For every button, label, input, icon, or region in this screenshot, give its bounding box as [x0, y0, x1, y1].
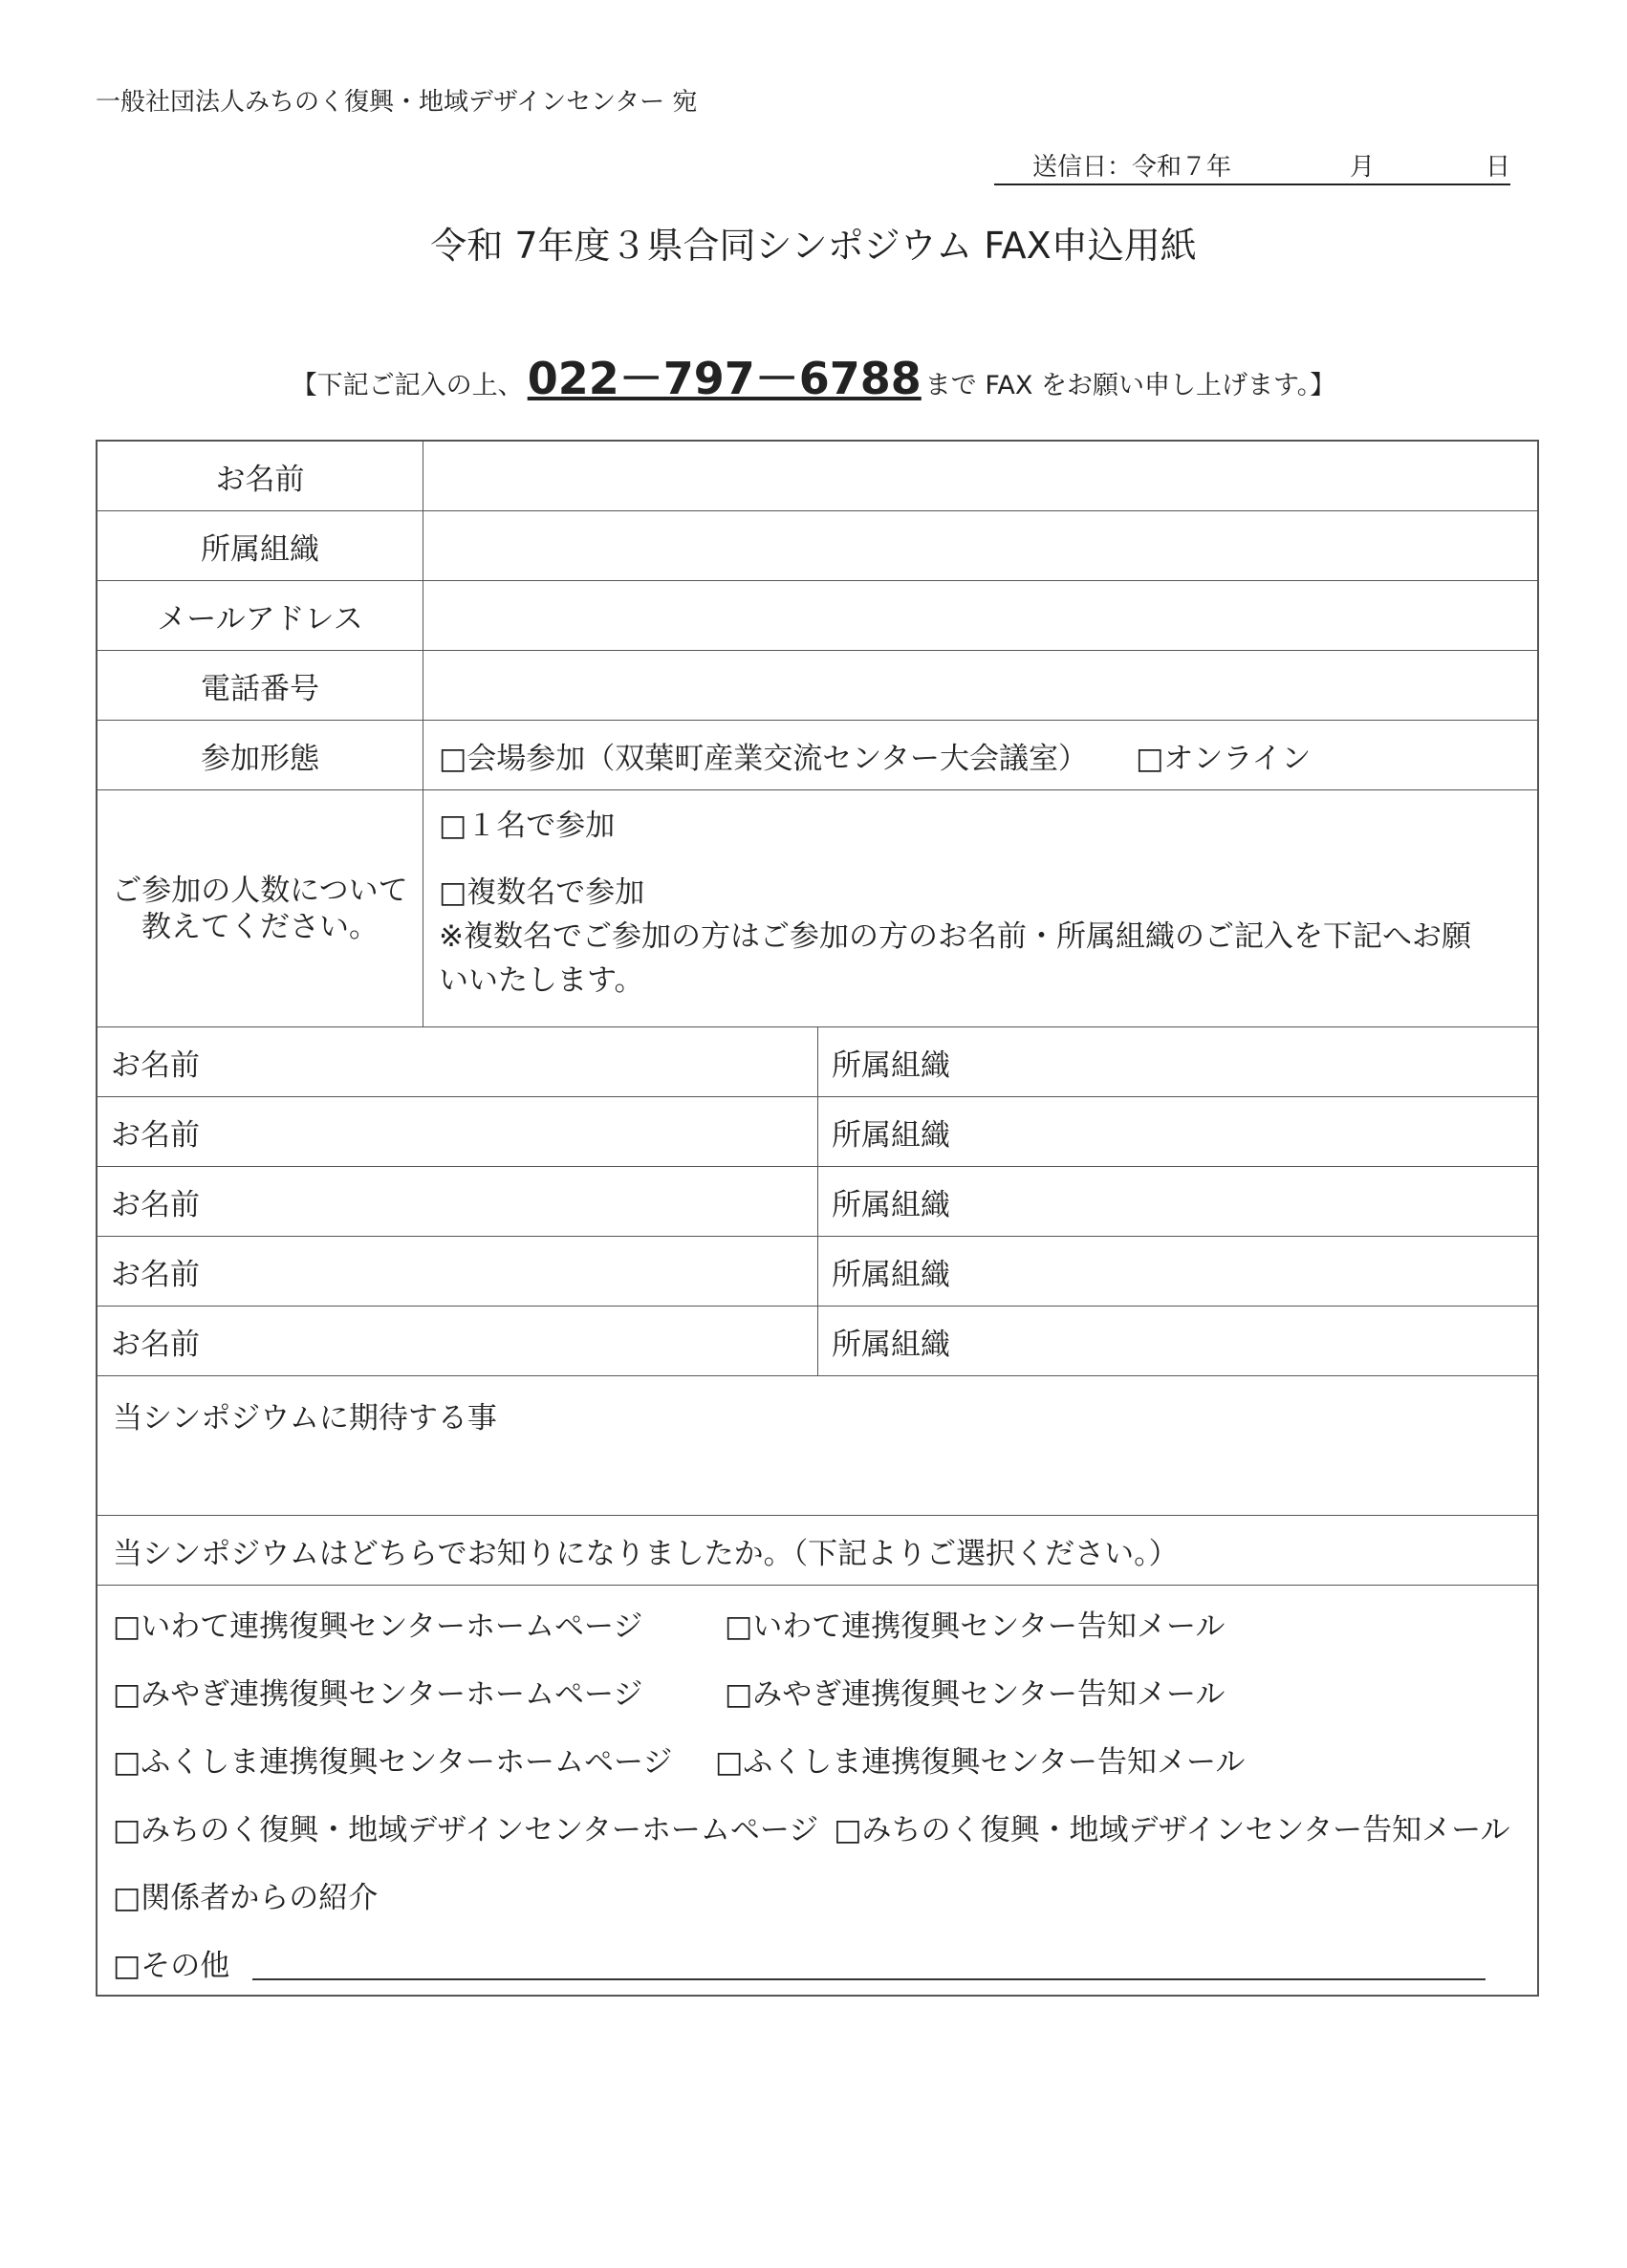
- attendee-row: [98, 1096, 1537, 1166]
- name-label: お名前: [98, 442, 423, 510]
- participation-type-label: 参加形態: [98, 721, 423, 789]
- page-title: 令和 7年度３県合同シンポジウム FAX申込用紙: [430, 225, 1197, 267]
- expectations-row[interactable]: [98, 1375, 1537, 1515]
- phone-row: [98, 650, 1537, 720]
- attendee-count-label-line2: 教えてください。: [141, 909, 379, 944]
- miyagi-mail-checkbox[interactable]: □みやぎ連携復興センター告知メール: [725, 1677, 1226, 1712]
- source-question-row: [98, 1515, 1537, 1585]
- organization-label: 所属組織: [98, 511, 423, 580]
- phone-input[interactable]: [423, 651, 1537, 720]
- fax-instruction: [0, 344, 1627, 407]
- email-row: [98, 580, 1537, 650]
- other-input-line[interactable]: [252, 1946, 1486, 1980]
- attendee-row: [98, 1306, 1537, 1375]
- attendee-name-field[interactable]: お名前: [111, 1187, 200, 1222]
- source-question: 当シンポジウムはどちらでお知りになりましたか。（下記よりご選択ください。）: [113, 1536, 1179, 1571]
- multiple-attendee-checkbox[interactable]: □複数名で参加: [439, 875, 645, 910]
- participation-type-options: [423, 721, 1537, 789]
- source-options: [98, 1585, 1537, 1995]
- michinoku-mail-checkbox[interactable]: □みちのく復興・地域デザインセンター告知メール: [834, 1813, 1510, 1847]
- instruction-suffix: まで FAX をお願い申し上げます。】: [924, 371, 1336, 400]
- organization-row: [98, 510, 1537, 580]
- expectations-label: 当シンポジウムに期待する事: [113, 1401, 497, 1436]
- attendee-org-field[interactable]: 所属組織: [817, 1097, 1537, 1166]
- email-input[interactable]: [423, 581, 1537, 650]
- attendee-count-label: [98, 790, 423, 1026]
- month-label: 月: [1350, 153, 1376, 182]
- source-option-row: [113, 1861, 1537, 1929]
- name-input[interactable]: [423, 442, 1537, 510]
- attendee-count-label-line1: ご参加の人数について: [112, 873, 408, 908]
- referral-checkbox[interactable]: □関係者からの紹介: [113, 1881, 379, 1915]
- attendee-org-field[interactable]: 所属組織: [817, 1027, 1537, 1096]
- participation-type-row: [98, 720, 1537, 789]
- attendee-name-field[interactable]: お名前: [111, 1048, 200, 1083]
- online-checkbox[interactable]: □オンライン: [1136, 741, 1312, 776]
- source-option-row: [113, 1929, 1537, 1997]
- attendee-org-field[interactable]: 所属組織: [817, 1307, 1537, 1375]
- attendee-name-field[interactable]: お名前: [111, 1117, 200, 1153]
- attendee-note-line1: ※複数名でご参加の方はご参加の方のお名前・所属組織のご記入を下記へお願: [439, 919, 1471, 954]
- attendee-row: [98, 1026, 1537, 1096]
- other-checkbox[interactable]: □その他: [113, 1949, 230, 1983]
- fukushima-mail-checkbox[interactable]: □ふくしま連携復興センター告知メール: [715, 1745, 1246, 1780]
- attendee-org-field[interactable]: 所属組織: [817, 1167, 1537, 1236]
- sent-date-label: 送信日：令和７年: [1032, 153, 1232, 182]
- attendee-row: [98, 1236, 1537, 1306]
- sent-date-field[interactable]: [994, 145, 1510, 185]
- source-option-row: [113, 1657, 1537, 1725]
- organization-input[interactable]: [423, 511, 1537, 580]
- source-option-row: [113, 1725, 1537, 1793]
- instruction-prefix: 【下記ご記入の上、: [291, 371, 524, 400]
- miyagi-homepage-checkbox[interactable]: □みやぎ連携復興センターホームページ: [113, 1677, 643, 1712]
- iwate-homepage-checkbox[interactable]: □いわて連携復興センターホームページ: [113, 1609, 643, 1644]
- name-row: [98, 442, 1537, 510]
- fukushima-homepage-checkbox[interactable]: □ふくしま連携復興センターホームページ: [113, 1745, 673, 1780]
- attendee-name-field[interactable]: お名前: [111, 1257, 200, 1292]
- attendee-name-field[interactable]: お名前: [111, 1327, 200, 1362]
- venue-checkbox[interactable]: □会場参加（双葉町産業交流センター大会議室）: [439, 741, 1089, 776]
- application-form: [96, 440, 1539, 1997]
- attendee-row: [98, 1166, 1537, 1236]
- source-option-row: [113, 1589, 1537, 1657]
- attendee-note-line2: いいたします。: [439, 963, 644, 998]
- source-option-row: [113, 1793, 1537, 1861]
- michinoku-homepage-checkbox[interactable]: □みちのく復興・地域デザインセンターホームページ: [113, 1813, 819, 1847]
- email-label: メールアドレス: [98, 581, 423, 650]
- recipient-line: 一般社団法人みちのく復興・地域デザインセンター 宛: [96, 88, 698, 117]
- phone-label: 電話番号: [98, 651, 423, 720]
- fax-number: 022－797－6788: [527, 353, 922, 404]
- attendee-count-row: [98, 789, 1537, 1026]
- attendee-count-options: [423, 790, 1537, 1026]
- single-attendee-checkbox[interactable]: □１名で参加: [439, 809, 616, 843]
- attendee-org-field[interactable]: 所属組織: [817, 1237, 1537, 1306]
- iwate-mail-checkbox[interactable]: □いわて連携復興センター告知メール: [725, 1609, 1226, 1644]
- day-label: 日: [1486, 153, 1511, 182]
